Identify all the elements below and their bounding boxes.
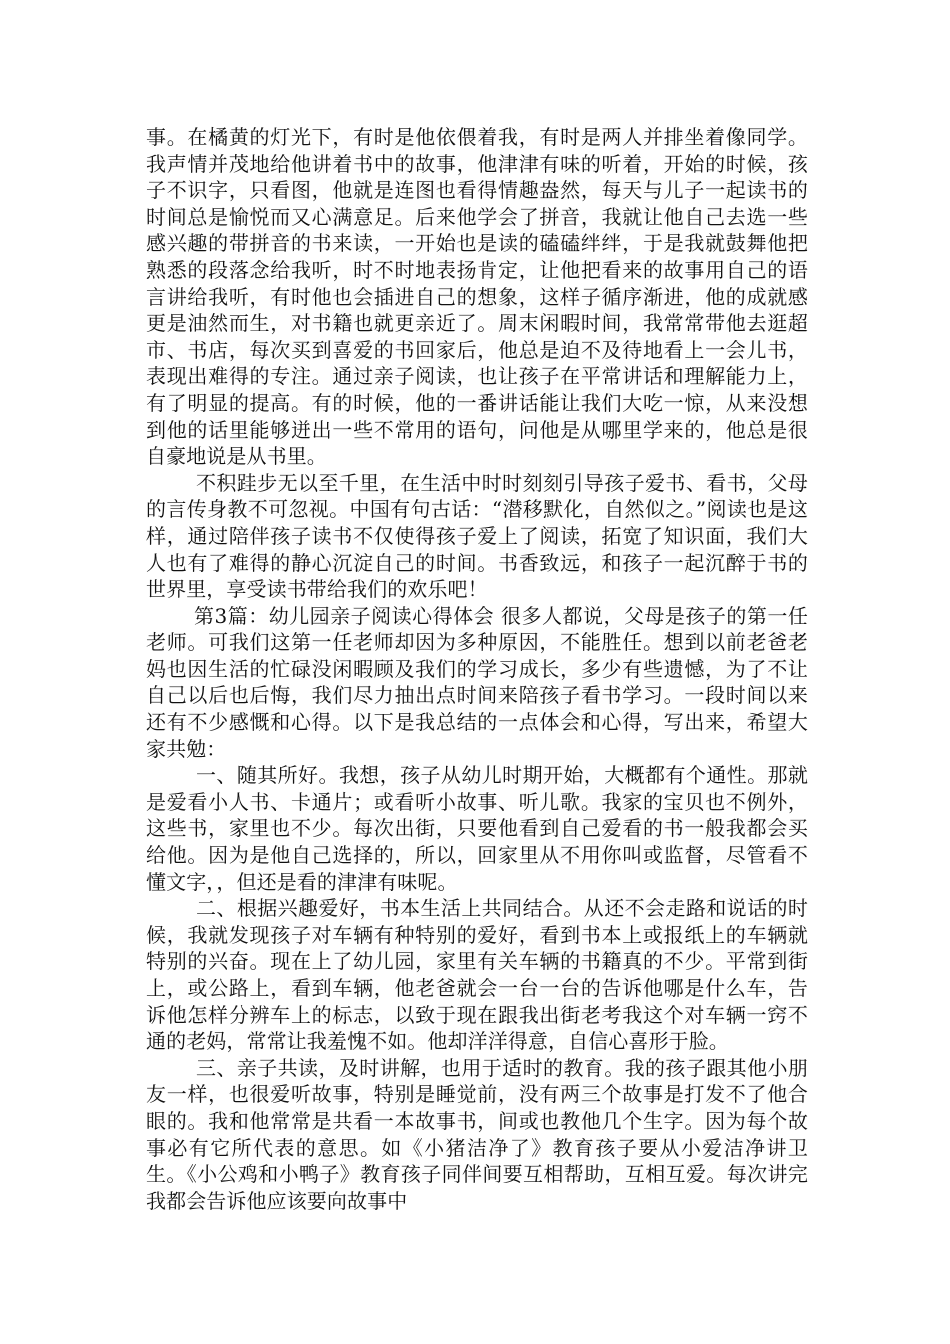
paragraph-1: 事。在橘黄的灯光下，有时是他依偎着我，有时是两人并排坐着像同学。我声情并茂地给他讲着书中的故事，他津津有味的听着，开始的时候，孩子不识字，只看图，他就是连图也看得情趣盎然，每天与儿子一起读书的时间总是愉悦而又心满意足。后来他学会了拼音，我就让他自己去选一些感兴趣的带拼音的书来读，一开始也是读的磕磕绊绊，于是我就鼓舞他把熟悉的段落念给我听，时不时地表扬肯定，让他把看来的故事用自己的语言讲给我听，有时他也会插进自己的想象，这样子循序渐进，他的成就感更是油然而生，对书籍也就更亲近了。周末闲暇时间，我常常带他去逛超市、书店，每次买到喜爱的书回家后，他总是迫不及待地看上一会儿书，表现出难得的专注。通过亲子阅读，也让孩子在平常讲话和理解能力上，有了明显的提高。有的时候，他的一番讲话能让我们大吃一惊，从来没想到他的话里能够迸出一些不常用的语句，问他是从哪里学来的，他总是很自豪地说是从书里。: [146, 125, 808, 469]
paragraph-6: 三、亲子共读，及时讲解，也用于适时的教育。我的孩子跟其他小朋友一样，也很爱听故事，特别是睡觉前，没有两三个故事是打发不了他合眼的。我和他常常是共看一本故事书，间或也教他几个生字。因为每个故事必有它所代表的意思。如《小猪洁净了》教育孩子要从小爱洁净讲卫生。《小公鸡和小鸭子》教育孩子同伴间要互相帮助，互相互爱。每次讲完我都会告诉他应该要向故事中: [146, 1055, 808, 1213]
paragraph-2: 不积跬步无以至千里，在生活中时时刻刻引导孩子爱书、看书，父母的言传身教不可忽视。中国有句古话：“潜移默化，自然似之。”阅读也是这样，通过陪伴孩子读书不仅使得孩子爱上了阅读，拓宽了知识面，我们大人也有了难得的静心沉淀自己的时间。书香致远，和孩子一起沉醉于书的世界里，享受读书带给我们的欢乐吧！: [146, 470, 808, 602]
document-body: [146, 124, 808, 1214]
paragraph-5: 二、根据兴趣爱好，书本生活上共同结合。从还不会走路和说话的时候，我就发现孩子对车辆有种特别的爱好，看到书本上或报纸上的车辆就特别的兴奋。现在上了幼儿园，家里有关车辆的书籍真的不少。平常到街上，或公路上，看到车辆，他老爸就会一台一台的告诉他哪是什么车，告诉他怎样分辨车上的标志，以致于现在跟我出街老考我这个对车辆一窍不通的老妈，常常让我羞愧不如。他却洋洋得意，自信心喜形于脸。: [146, 896, 808, 1054]
paragraph-3: 第3篇：幼儿园亲子阅读心得体会 很多人都说，父母是孩子的第一任老师。可我们这第一任老师却因为多种原因，不能胜任。想到以前老爸老妈也因生活的忙碌没闲暇顾及我们的学习成长，多少有些遗憾，为了不让自己以后也后悔，我们尽力抽出点时间来陪孩子看书学习。一段时间以来还有不少感慨和心得。以下是我总结的一点体会和心得，写出来，希望大家共勉：: [146, 603, 808, 761]
paragraph-4: 一、随其所好。我想，孩子从幼儿时期开始，大概都有个通性。那就是爱看小人书、卡通片；或看听小故事、听儿歌。我家的宝贝也不例外，这些书，家里也不少。每次出街，只要他看到自己爱看的书一般我都会买给他。因为是他自己选择的，所以，回家里从不用你叫或监督，尽管看不懂文字，，但还是看的津津有味呢。: [146, 763, 808, 894]
